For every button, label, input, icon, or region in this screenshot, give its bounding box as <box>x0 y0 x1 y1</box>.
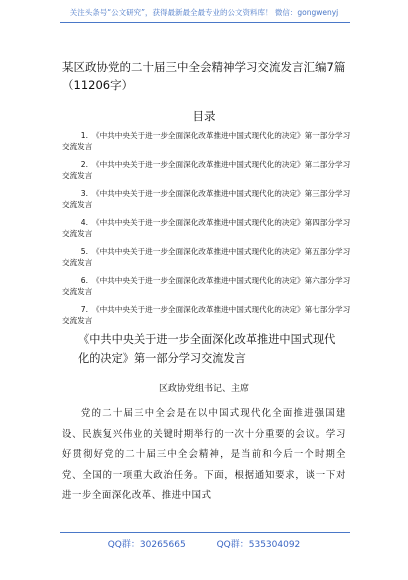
toc-item-number: 2. <box>80 160 88 169</box>
toc-item-text: 《中共中央关于进一步全面深化改革推进中国式现代化的决定》第七部分学习交流发言 <box>62 305 351 325</box>
toc-item-text: 《中共中央关于进一步全面深化改革推进中国式现代化的决定》第四部分学习交流发言 <box>62 218 351 238</box>
article-body: 党的二十届三中全会是在以中国式现代化全面推进强国建设、民族复兴伟业的关键时期举行的一次十分重要的会议。学习好贯彻好党的二十届三中全会精神，是当前和今后一个时期全党、全国的一项重大政治任务。下面，根据通知要求，谈一下对进一步全面深化改革、推进中国式 <box>62 408 346 501</box>
toc-heading: 目录 <box>192 109 216 123</box>
toc-item[interactable] <box>62 217 352 246</box>
toc-item-number: 3. <box>80 189 88 198</box>
toc-item-number: 4. <box>80 218 88 227</box>
toc-item-text: 《中共中央关于进一步全面深化改革推进中国式现代化的决定》第六部分学习交流发言 <box>62 276 351 296</box>
toc-item-text: 《中共中央关于进一步全面深化改革推进中国式现代化的决定》第一部分学习交流发言 <box>62 131 351 151</box>
article-byline: 区政协党组书记、主席 <box>158 384 249 394</box>
footer-qq-group-1: QQ群：30265665 <box>107 540 186 550</box>
footer-qq-group-2: QQ群：535304092 <box>216 540 301 550</box>
document-title: 某区政协党的二十届三中全会精神学习交流发言汇编7篇（11206字） <box>62 60 346 92</box>
toc-item-text: 《中共中央关于进一步全面深化改革推进中国式现代化的决定》第二部分学习交流发言 <box>62 160 351 180</box>
toc-item-text: 《中共中央关于进一步全面深化改革推进中国式现代化的决定》第五部分学习交流发言 <box>62 247 351 267</box>
toc-item[interactable] <box>62 275 352 304</box>
footer-divider <box>60 532 350 533</box>
footer <box>0 537 408 550</box>
toc-item[interactable] <box>62 188 352 217</box>
toc-item[interactable] <box>62 130 352 159</box>
toc-item-number: 5. <box>80 247 88 256</box>
toc-item[interactable] <box>62 246 352 275</box>
toc-item-text: 《中共中央关于进一步全面深化改革推进中国式现代化的决定》第三部分学习交流发言 <box>62 189 351 209</box>
toc-item-number: 1. <box>80 131 88 140</box>
header-divider <box>60 22 350 23</box>
article-title: 《中共中央关于进一步全面深化改革推进中国式现代化的决定》第一部分学习交流发言 <box>78 333 336 365</box>
header-promo-note: 关注头条号“公文研究”，获得最新最全最专业的公文资料库！ 微信：gongwenyj <box>69 8 339 17</box>
table-of-contents <box>62 130 352 333</box>
toc-item-number: 6. <box>80 276 88 285</box>
toc-item-number: 7. <box>80 305 88 314</box>
toc-item[interactable] <box>62 304 352 333</box>
toc-item[interactable] <box>62 159 352 188</box>
